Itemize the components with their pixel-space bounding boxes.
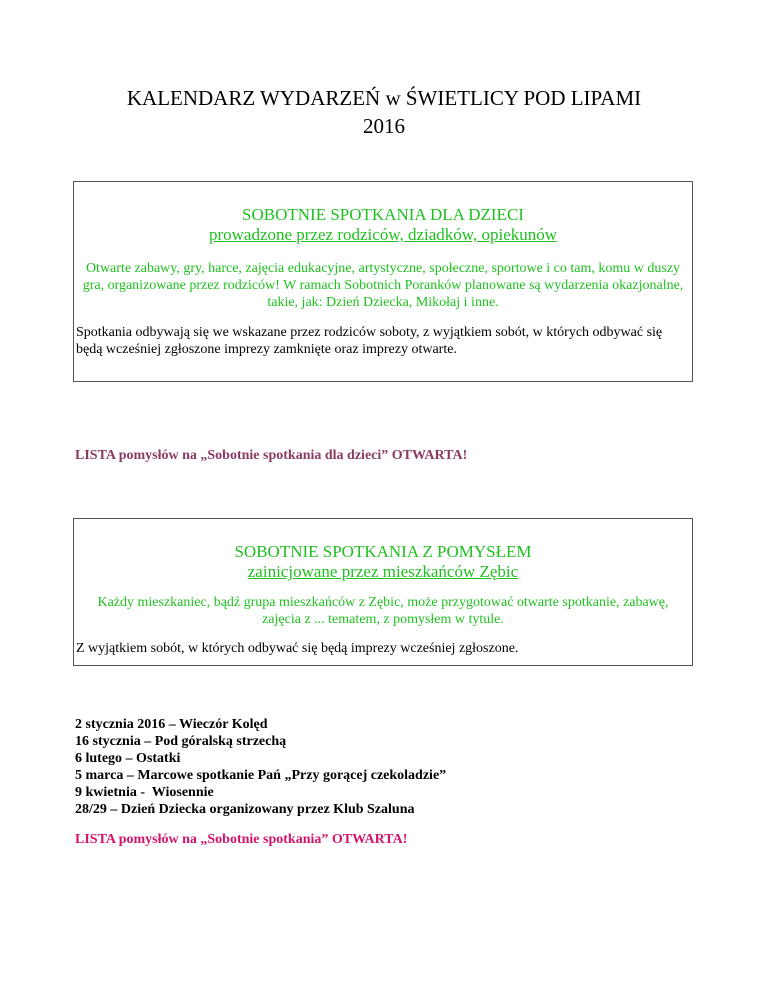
ideas-meetings-box [73, 518, 693, 666]
events-list [75, 716, 446, 818]
ideas-meetings-note: Z wyjątkiem sobót, w których odbywać się będą imprezy wcześniej zgłoszone. [76, 641, 519, 656]
page-title-line1: KALENDARZ WYDARZEŃ w ŚWIETLICY POD LIPAMI [126, 86, 642, 110]
event-item: 2 stycznia 2016 – Wieczór Kolęd [75, 717, 268, 732]
event-item: 9 kwietnia - Wiosennie [75, 785, 214, 800]
event-item: 5 marca – Marcowe spotkanie Pań „Przy gorącej czekoladzie” [75, 768, 447, 783]
page-title [0, 84, 768, 140]
ideas-meetings-subtitle: zainicjowane przez mieszkańców Zębic [247, 562, 519, 581]
ideas-meetings-title: SOBOTNIE SPOTKANIA Z POMYSŁEM [234, 542, 532, 561]
kids-meetings-subtitle: prowadzone przez rodziców, dziadków, opiekunów [208, 225, 558, 244]
kids-meetings-description: Otwarte zabawy, gry, harce, zajęcia edukacyjne, artystyczne, społeczne, sportowe i co tam, komu w duszy gra, organizowane przez rodziców! W ramach Sobotnich Poranków planowane są wydarzenia okazjonalne, takie, jak: Dzień Dziecka, Mikołaj i inne. [82, 261, 684, 310]
kids-ideas-list-open: LISTA pomysłów na „Sobotnie spotkania dla dzieci” OTWARTA! [75, 448, 468, 463]
kids-meetings-title: SOBOTNIE SPOTKANIA DLA DZIECI [242, 205, 524, 224]
ideas-list-open: LISTA pomysłów na „Sobotnie spotkania” OTWARTA! [75, 832, 408, 847]
kids-meetings-note: Spotkania odbywają się we wskazane przez rodziców soboty, z wyjątkiem sobót, w których odbywać się będą wcześniej zgłoszone imprezy zamknięte oraz imprezy otwarte. [76, 325, 663, 357]
page-title-line2: 2016 [363, 114, 405, 138]
event-item: 6 lutego – Ostatki [75, 751, 181, 766]
kids-meetings-box [73, 181, 693, 382]
ideas-meetings-description: Każdy mieszkaniec, bądź grupa mieszkańców z Zębic, może przygotować otwarte spotkanie, zabawę, zajęcia z ... tematem, z pomysłem w tytule. [97, 595, 669, 627]
event-item: 28/29 – Dzień Dziecka organizowany przez Klub Szaluna [75, 802, 415, 817]
event-item: 16 stycznia – Pod góralską strzechą [75, 734, 287, 749]
